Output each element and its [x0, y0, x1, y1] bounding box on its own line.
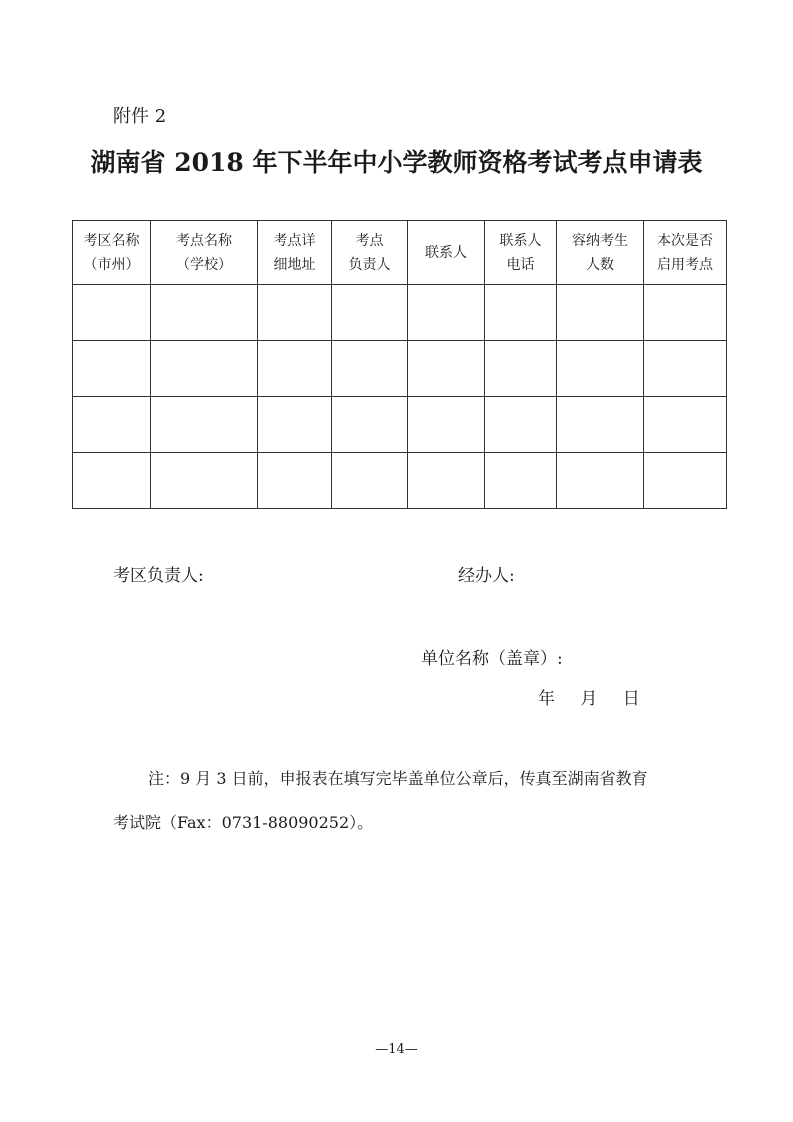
table-header-row — [73, 221, 727, 285]
col-header-region: 考区名称 （市州） — [73, 221, 151, 285]
table-row — [73, 453, 727, 509]
handler-signature: 经办人: — [458, 566, 515, 586]
table-cell[interactable] — [644, 397, 727, 453]
region-head-signature: 考区负责人: — [113, 566, 204, 586]
date-line: 年 月 日 — [538, 689, 640, 709]
table-cell[interactable] — [151, 285, 258, 341]
table-row — [73, 341, 727, 397]
table-cell[interactable] — [332, 285, 408, 341]
table-cell[interactable] — [557, 453, 644, 509]
table-cell[interactable] — [485, 285, 557, 341]
table-cell[interactable] — [151, 453, 258, 509]
table-cell[interactable] — [151, 397, 258, 453]
table-cell[interactable] — [73, 397, 151, 453]
table-cell[interactable] — [151, 341, 258, 397]
table-cell[interactable] — [485, 397, 557, 453]
table-cell[interactable] — [332, 453, 408, 509]
document-title: 湖南省 2018 年下半年中小学教师资格考试考点申请表 — [90, 148, 703, 177]
table-cell[interactable] — [258, 341, 332, 397]
table-cell[interactable] — [485, 453, 557, 509]
col-header-site-name: 考点名称 （学校） — [151, 221, 258, 285]
table-cell[interactable] — [332, 397, 408, 453]
table-cell[interactable] — [557, 341, 644, 397]
table-cell[interactable] — [332, 341, 408, 397]
table-cell[interactable] — [644, 341, 727, 397]
col-header-site-head: 考点 负责人 — [332, 221, 408, 285]
table-cell[interactable] — [73, 453, 151, 509]
col-header-contact: 联系人 — [408, 221, 485, 285]
note-line-1: 注：9 月 3 日前，申报表在填写完毕盖单位公章后，传真至湖南省教育 — [148, 769, 648, 788]
attachment-label: 附件 2 — [113, 106, 167, 127]
page-number: —14— — [375, 1042, 418, 1057]
table-cell[interactable] — [408, 453, 485, 509]
table-cell[interactable] — [258, 285, 332, 341]
table-cell[interactable] — [485, 341, 557, 397]
table-cell[interactable] — [408, 285, 485, 341]
table-row — [73, 285, 727, 341]
table-cell[interactable] — [557, 285, 644, 341]
col-header-address: 考点详 细地址 — [258, 221, 332, 285]
note-line-2: 考试院（Fax：0731-88090252）。 — [113, 813, 374, 832]
table-row — [73, 397, 727, 453]
table-cell[interactable] — [644, 285, 727, 341]
col-header-enabled: 本次是否 启用考点 — [644, 221, 727, 285]
application-table — [72, 220, 727, 509]
table-cell[interactable] — [258, 397, 332, 453]
table-cell[interactable] — [557, 397, 644, 453]
table-cell[interactable] — [73, 285, 151, 341]
table-cell[interactable] — [644, 453, 727, 509]
table-cell[interactable] — [258, 453, 332, 509]
table-cell[interactable] — [73, 341, 151, 397]
col-header-contact-phone: 联系人 电话 — [485, 221, 557, 285]
table-cell[interactable] — [408, 397, 485, 453]
table-cell[interactable] — [408, 341, 485, 397]
unit-name-stamp: 单位名称（盖章）: — [421, 649, 563, 669]
col-header-capacity: 容纳考生 人数 — [557, 221, 644, 285]
